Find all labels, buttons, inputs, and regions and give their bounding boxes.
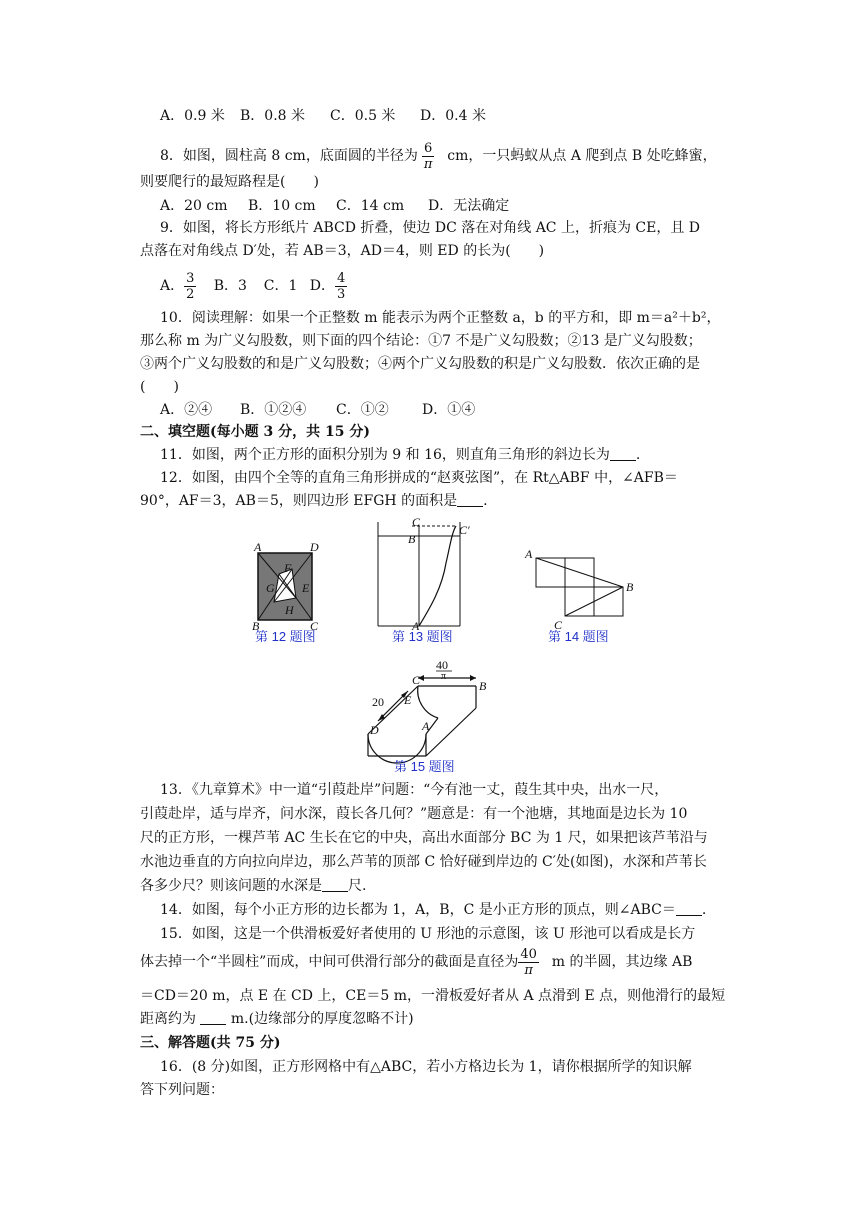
figure-13-reed-pond (370, 518, 470, 630)
q11-blank (610, 446, 636, 461)
svg-text:D: D (310, 540, 319, 554)
svg-text:G: G (266, 581, 275, 595)
q15-line3: ＝CD＝20 m，点 E 在 CD 上，CE＝5 m，一滑板爱好者从 A 点滑到 E 点，则他滑行的最短 (140, 988, 726, 1004)
q7-option-b: B．0.8 米 (240, 108, 306, 124)
q10-line4: ( ) (140, 379, 179, 395)
q16-line1: 16．(8 分)如图，正方形网格中有△ABC，若小方格边长为 1，请你根据所学的知识解 (160, 1059, 692, 1075)
caption-fig-12: 第 12 题图 (255, 629, 316, 644)
q13-blank (322, 877, 348, 892)
svg-text:A: A (254, 540, 262, 554)
svg-text:40: 40 (436, 658, 448, 672)
q10-options: A．②④ B．①②④ C．①② D．①④ (160, 402, 476, 418)
q11: 11．如图，两个正方形的面积分别为 9 和 16，则直角三角形的斜边长为 . (160, 447, 641, 463)
figure-12-zhao-shuang (248, 540, 328, 630)
svg-text:C′: C′ (459, 523, 470, 537)
q13-line4: 水池边垂直的方向拉向岸边，那么芦苇的顶部 C 恰好碰到岸边的 C′处(如图)，水深和芦苇长 (140, 854, 707, 870)
section-3-heading: 三、解答题(共 75 分) (140, 1035, 281, 1051)
svg-text:A: A (525, 547, 533, 561)
svg-text:A: A (412, 619, 420, 630)
caption-fig-13: 第 13 题图 (392, 629, 453, 644)
q14: 14．如图，每个小正方形的边长都为 1，A，B，C 是小正方形的顶点，则∠ABC＝ . (160, 902, 707, 918)
svg-text:H: H (285, 603, 294, 617)
caption-fig-15: 第 15 题图 (394, 759, 455, 774)
svg-text:E: E (302, 581, 310, 595)
q12-line1: 12．如图，由四个全等的直角三角形拼成的“赵爽弦图”，在 Rt△ABF 中，∠AFB＝ (160, 470, 678, 486)
q15-line4: 距离约为 m.(边缘部分的厚度忽略不计) (140, 1011, 414, 1027)
svg-text:D: D (370, 723, 379, 737)
q13-line3: 尺的正方形，一棵芦苇 AC 生长在它的中央，高出水面部分 BC 为 1 尺，如果把该芦苇沿与 (140, 830, 708, 846)
svg-text:C: C (412, 673, 421, 687)
svg-text:C: C (412, 518, 421, 529)
q9-line2: 点落在对角线点 D′处，若 AB＝3，AD＝4，则 ED 的长为( ) (140, 243, 545, 259)
svg-text:A: A (422, 719, 430, 733)
svg-text:C: C (554, 618, 563, 629)
svg-text:π: π (441, 671, 447, 682)
svg-text:B: B (408, 532, 416, 546)
section-2-heading: 二、填空题(每小题 3 分，共 15 分) (140, 424, 370, 440)
svg-text:20: 20 (372, 695, 384, 709)
q15-line2: 体去掉一个“半圆柱”而成，中间可供滑行部分的截面是直径为 $\frac{40}{\pi}$ m 的半圆，其边缘 AB (140, 946, 693, 978)
svg-text:B: B (479, 679, 487, 693)
q7-options (160, 106, 750, 126)
svg-text:E: E (404, 693, 412, 707)
q9-line1: 9．如图，将长方形纸片 ABCD 折叠，使边 DC 落在对角线 AC 上，折痕为 CE，且 D (160, 220, 701, 236)
svg-text:C: C (310, 619, 319, 630)
svg-text:F: F (284, 561, 292, 575)
q7-option-d: D．0.4 米 (420, 108, 486, 124)
q7-option-c: C．0.5 米 (330, 108, 396, 124)
q10-line1: 10．阅读理解：如果一个正整数 m 能表示为两个正整数 a，b 的平方和，即 m＝a²＋b²， (160, 310, 721, 326)
figure-15-u-pool (358, 658, 498, 766)
q16-line2: 答下列问题： (140, 1082, 224, 1098)
figure-14-grid (522, 545, 642, 629)
q13-line1: 13．《九章算术》中一道“引葭赴岸”问题：“今有池一丈，葭生其中央，出水一尺， (160, 782, 669, 798)
q8-line1: 8．如图，圆柱高 8 cm，底面圆的半径为 $\frac{6}{\pi}$ cm，一只蚂蚁从点 A 爬到点 B 处吃蜂蜜， (160, 140, 717, 172)
q14-blank (676, 901, 702, 916)
q13-line5: 各多少尺？则该问题的水深是 尺. (140, 878, 367, 894)
q12-blank (457, 492, 483, 507)
q15-blank (200, 1010, 226, 1025)
q10-line2: 那么称 m 为广义勾股数，则下面的四个结论：①7 不是广义勾股数；②13 是广义勾股数； (140, 333, 702, 349)
caption-fig-14: 第 14 题图 (548, 629, 609, 644)
q7-option-a: A．0.9 米 (160, 108, 225, 124)
q8-fraction: $\frac{6}{\pi}$ (423, 140, 433, 172)
svg-text:B: B (626, 580, 634, 594)
svg-text:B: B (252, 619, 260, 630)
q8-options: A．20 cm B．10 cm C．14 cm D．无法确定 (160, 198, 510, 214)
q13-line2: 引葭赴岸，适与岸齐，问水深，葭长各几何？”题意是：有一个池塘，其地面是边长为 10 (140, 806, 688, 822)
q15-line1: 15．如图，这是一个供滑板爱好者使用的 U 形池的示意图，该 U 形池可以看成是长方 (160, 926, 696, 942)
q9-options: A． $\frac{3}{2}$ B．3 C．1 D． $\frac{4}{3}$ (160, 270, 346, 302)
q10-line3: ③两个广义勾股数的和是广义勾股数；④两个广义勾股数的积是广义勾股数．依次正确的是 (140, 356, 700, 372)
q12-line2: 90°，AF＝3，AB＝5，则四边形 EFGH 的面积是 . (140, 493, 488, 509)
q8-line2: 则要爬行的最短路程是( ) (140, 174, 319, 190)
